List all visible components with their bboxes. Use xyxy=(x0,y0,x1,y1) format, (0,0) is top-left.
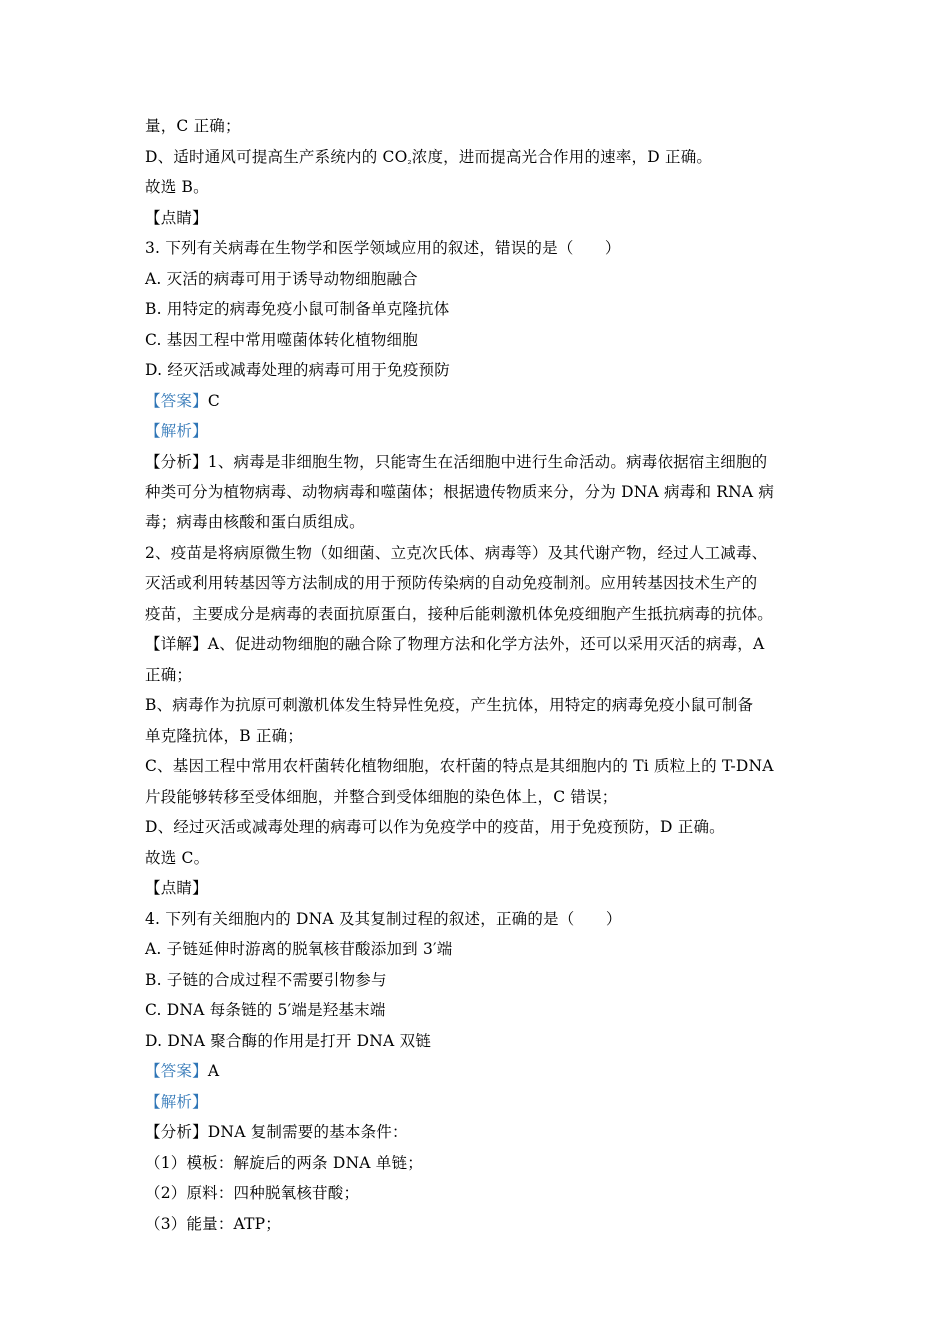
text-line xyxy=(145,511,365,533)
text-span: D. DNA 聚合酶的作用是打开 DNA 双链 xyxy=(145,1032,431,1050)
text-line xyxy=(145,786,618,808)
question-4-option-b xyxy=(145,969,387,991)
text-line xyxy=(145,176,209,198)
question-3-option-a xyxy=(145,268,418,290)
text-span: 【解析】 xyxy=(145,422,208,440)
question-3-option-d xyxy=(145,359,450,381)
text-line xyxy=(145,1152,423,1174)
text-span: C、基因工程中常用农杆菌转化植物细胞，农杆菌的特点是其细胞内的 Ti 质粒上的 T-DNA xyxy=(145,757,774,775)
text-span: 2、疫苗是将病原微生物（如细菌、立克次氏体、病毒等）及其代谢产物，经过人工减毒、 xyxy=(145,544,768,562)
question-4-option-c xyxy=(145,999,386,1021)
text-line xyxy=(145,603,773,625)
text-span: D、经过灭活或减毒处理的病毒可以作为免疫学中的疫苗，用于免疫预防，D 正确。 xyxy=(145,818,725,836)
subscript-2: ₂ xyxy=(407,156,412,167)
text-line xyxy=(145,725,303,747)
question-3-stem xyxy=(145,237,621,259)
text-line xyxy=(145,847,209,869)
text-span: 【解析】 xyxy=(145,1093,208,1111)
text-span: 单克隆抗体，B 正确； xyxy=(145,727,304,745)
text-span: 4. 下列有关细胞内的 DNA 及其复制过程的叙述，正确的是（ ） xyxy=(145,910,622,928)
text-line xyxy=(145,115,241,137)
text-line xyxy=(145,816,725,838)
question-4-option-d xyxy=(145,1030,431,1052)
question-3-option-c xyxy=(145,329,418,351)
text-line xyxy=(145,451,767,473)
text-line xyxy=(145,1121,408,1143)
text-span: 【分析】1、病毒是非细胞生物，只能寄生在活细胞中进行生命活动。病毒依据宿主细胞的 xyxy=(145,453,768,471)
text-span: 3. 下列有关病毒在生物学和医学领域应用的叙述，错误的是（ ） xyxy=(145,239,621,257)
analysis-label xyxy=(145,420,208,442)
text-span: 【分析】DNA 复制需要的基本条件： xyxy=(145,1123,408,1141)
text-span: 疫苗，主要成分是病毒的表面抗原蛋白，接种后能刺激机体免疫细胞产生抵抗病毒的抗体。 xyxy=(145,605,774,623)
text-span: D. 经灭活或减毒处理的病毒可用于免疫预防 xyxy=(145,361,450,379)
text-span: C. DNA 每条链的 5′端是羟基末端 xyxy=(145,1001,386,1019)
text-line xyxy=(145,481,774,503)
text-span: 种类可分为植物病毒、动物病毒和噬菌体；根据遗传物质来分，分为 DNA 病毒和 RNA 病 xyxy=(145,483,775,501)
text-span: 片段能够转移至受体细胞，并整合到受体细胞的染色体上，C 错误； xyxy=(145,788,618,806)
answer-line xyxy=(145,390,220,412)
text-span: （3）能量：ATP； xyxy=(145,1215,281,1233)
text-span: 故选 C。 xyxy=(145,849,210,867)
text-line xyxy=(145,694,753,716)
text-line xyxy=(145,633,764,655)
question-4-option-a xyxy=(145,938,452,960)
text-span: A. 灭活的病毒可用于诱导动物细胞融合 xyxy=(145,270,418,288)
answer-value: C xyxy=(207,392,220,410)
text-span: 灭活或利用转基因等方法制成的用于预防传染病的自动免疫制剂。应用转基因技术生产的 xyxy=(145,574,758,592)
text-span: B. 子链的合成过程不需要引物参与 xyxy=(145,971,387,989)
text-span: D、适时通风可提高生产系统内的 CO xyxy=(145,148,408,166)
question-3-option-b xyxy=(145,298,449,320)
text-line xyxy=(145,755,774,777)
section-label-dianjing xyxy=(145,877,208,899)
text-line xyxy=(145,1213,281,1235)
answer-label: 【答案】 xyxy=(145,1062,208,1080)
section-label-dianjing xyxy=(145,207,208,229)
text-line xyxy=(145,542,767,564)
answer-label: 【答案】 xyxy=(145,392,208,410)
text-span: B、病毒作为抗原可刺激机体发生特异性免疫，产生抗体，用特定的病毒免疫小鼠可制备 xyxy=(145,696,754,714)
text-span: B. 用特定的病毒免疫小鼠可制备单克隆抗体 xyxy=(145,300,450,318)
question-4-stem xyxy=(145,908,622,930)
text-span: 【详解】A、促进动物细胞的融合除了物理方法和化学方法外，还可以采用灭活的病毒，A xyxy=(145,635,765,653)
text-span: 浓度，进而提高光合作用的速率，D 正确。 xyxy=(411,148,713,166)
text-span: 【点睛】 xyxy=(145,879,208,897)
answer-line xyxy=(145,1060,219,1082)
text-span: 故选 B。 xyxy=(145,178,209,196)
text-line xyxy=(145,146,712,173)
text-span: （1）模板：解旋后的两条 DNA 单链； xyxy=(145,1154,423,1172)
text-span: C. 基因工程中常用噬菌体转化植物细胞 xyxy=(145,331,418,349)
text-span: 【点睛】 xyxy=(145,209,208,227)
text-span: 毒；病毒由核酸和蛋白质组成。 xyxy=(145,513,365,531)
text-span: （2）原料：四种脱氧核苷酸； xyxy=(145,1184,360,1202)
answer-value: A xyxy=(207,1062,220,1080)
text-line xyxy=(145,572,757,594)
text-span: 量，C 正确； xyxy=(145,117,241,135)
text-line xyxy=(145,664,192,686)
text-span: A. 子链延伸时游离的脱氧核苷酸添加到 3′端 xyxy=(145,940,453,958)
text-span: 正确； xyxy=(145,666,193,684)
analysis-label xyxy=(145,1091,208,1113)
text-line xyxy=(145,1182,359,1204)
